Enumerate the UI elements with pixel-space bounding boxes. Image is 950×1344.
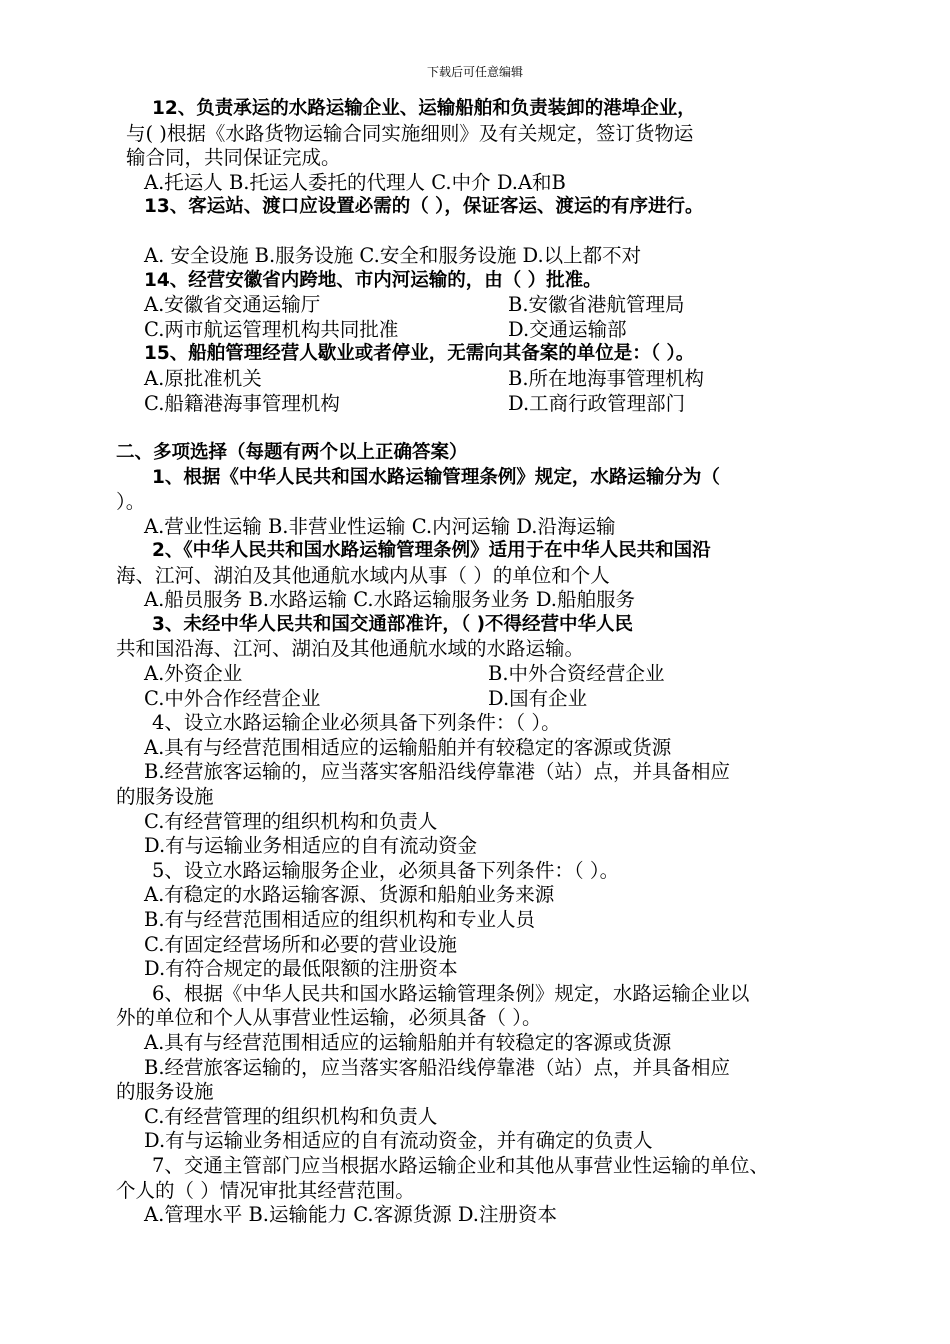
question-15-option-c: C.船籍港海事管理机构 [144,391,340,415]
question-12-stem-line-1: 12、负责承运的水路运输企业、运输船舶和负责装卸的港埠企业， [152,98,696,119]
question-12-stem-line-3: 输合同，共同保证完成。 [126,146,341,170]
multi-3-option-d: D.国有企业 [488,686,588,710]
multi-7-stem-line-2: 个人的（ ）情况审批其经营范围。 [116,1178,415,1202]
multi-6-stem-line-1: 6、根据《中华人民共和国水路运输管理条例》规定，水路运输企业以 [152,981,750,1005]
page-header: 下载后可任意编辑 [426,65,523,79]
multi-3-option-c: C.中外合作经营企业 [144,686,321,710]
multi-1-stem-text: 1、根据《中华人民共和国水路运输管理条例》规定，水路运输分为（ [152,467,720,489]
multi-5-option-c: C.有固定经营场所和必要的营业设施 [144,932,457,956]
multi-5-option-d: D.有符合规定的最低限额的注册资本 [144,957,458,981]
multi-7-stem-line-1: 7、交通主管部门应当根据水路运输企业和其他从事营业性运输的单位、 [152,1153,769,1177]
question-15-option-d: D.工商行政管理部门 [508,391,686,415]
multi-1-options: A.营业性运输 B.非营业性运输 C.内河运输 D.沿海运输 [144,514,616,538]
question-13-options: A. 安全设施 B.服务设施 C.安全和服务设施 D.以上都不对 [144,243,642,267]
multi-3-options-row-2 [108,687,860,712]
question-15-options-row-2 [108,392,860,417]
multi-1-stem-line-1 [108,465,860,490]
multi-3-options-row-1 [108,662,860,687]
spacer [108,220,860,244]
multi-4-option-b-line-1: B.经营旅客运输的，应当落实客船沿线停靠港（站）点，并具备相应 [144,760,731,784]
multi-3-option-b: B.中外合资经营企业 [488,662,665,686]
multi-6-option-d: D.有与运输业务相适应的自有流动资金，并有确定的负责人 [144,1129,653,1153]
question-15-options-row-1 [108,367,860,392]
multi-4-stem: 4、设立水路运输企业必须具备下列条件：（ ）。 [152,711,561,735]
question-14-option-a: A.安徽省交通运输厅 [144,293,321,317]
multi-5-option-a: A.有稳定的水路运输客源、货源和船舶业务来源 [144,883,555,907]
spacer [108,416,860,441]
multi-6-option-b-line-2: 的服务设施 [116,1080,214,1104]
question-15-option-b: B.所在地海事管理机构 [508,366,705,390]
multi-5-stem: 5、设立水路运输服务企业，必须具备下列条件：（ ）。 [152,858,620,882]
multi-4-option-c: C.有经营管理的组织机构和负责人 [144,809,438,833]
multi-4-option-b-line-2: 的服务设施 [116,785,214,809]
multi-2-stem-line-2: 海、江河、湖泊及其他通航水域内从事（ ）的单位和个人 [116,563,610,587]
multi-7-options: A.管理水平 B.运输能力 C.客源货源 D.注册资本 [144,1203,557,1227]
question-14-option-b: B.安徽省港航管理局 [508,293,685,317]
multi-1-stem-line-2: ）。 [116,489,146,513]
multi-4-option-a: A.具有与经营范围相适应的运输船舶并有较稳定的客源或货源 [144,735,672,759]
multi-6-option-b-line-1: B.经营旅客运输的，应当落实客船沿线停靠港（站）点，并具备相应 [144,1055,731,1079]
question-14-option-d: D.交通运输部 [508,317,627,341]
multi-6-option-c: C.有经营管理的组织机构和负责人 [144,1104,438,1128]
section-2-heading: 二、多项选择（每题有两个以上正确答案） [116,441,468,463]
multi-6-option-a: A.具有与经营范围相适应的运输船舶并有较稳定的客源或货源 [144,1030,672,1054]
multi-3-stem-line-1: 3、未经中华人民共和国交通部准许，（ )不得经营中华人民 [152,613,634,635]
question-15-option-a: A.原批准机关 [144,366,262,390]
question-14-options-row-2 [108,318,860,343]
multi-4-option-d: D.有与运输业务相适应的自有流动资金 [144,834,478,858]
question-14-stem: 14、经营安徽省内跨地、市内河运输的，由（ ）批准。 [144,269,602,291]
question-13-stem: 13、客运站、渡口应设置必需的（ ），保证客运、渡运的有序进行。 [144,196,704,218]
question-15-stem: 15、船舶管理经营人歇业或者停业，无需向其备案的单位是：（ ）。 [144,343,695,365]
question-12-options: A.托运人 B.托运人委托的代理人 C.中介 D.A和B [144,170,566,194]
multi-5-option-b: B.有与经营范围相适应的组织机构和专业人员 [144,908,536,931]
document-body [108,97,860,1228]
question-12-stem-line-2: 与( )根据《水路货物运输合同实施细则》及有关规定，签订货物运 [126,121,694,145]
multi-3-stem-line-2: 共和国沿海、江河、湖泊及其他通航水域的水路运输。 [116,637,585,661]
question-14-option-c: C.两市航运管理机构共同批准 [144,317,399,341]
multi-2-stem-line-1: 2、《中华人民共和国水路运输管理条例》适用于在中华人民共和国沿 [152,540,711,562]
question-14-options-row-1 [108,293,860,318]
multi-2-options: A.船员服务 B.水路运输 C.水路运输服务业务 D.船舶服务 [144,588,635,612]
multi-3-option-a: A.外资企业 [144,662,243,686]
multi-6-stem-line-2: 外的单位和个人从事营业性运输，必须具备（ ）。 [116,1006,542,1030]
